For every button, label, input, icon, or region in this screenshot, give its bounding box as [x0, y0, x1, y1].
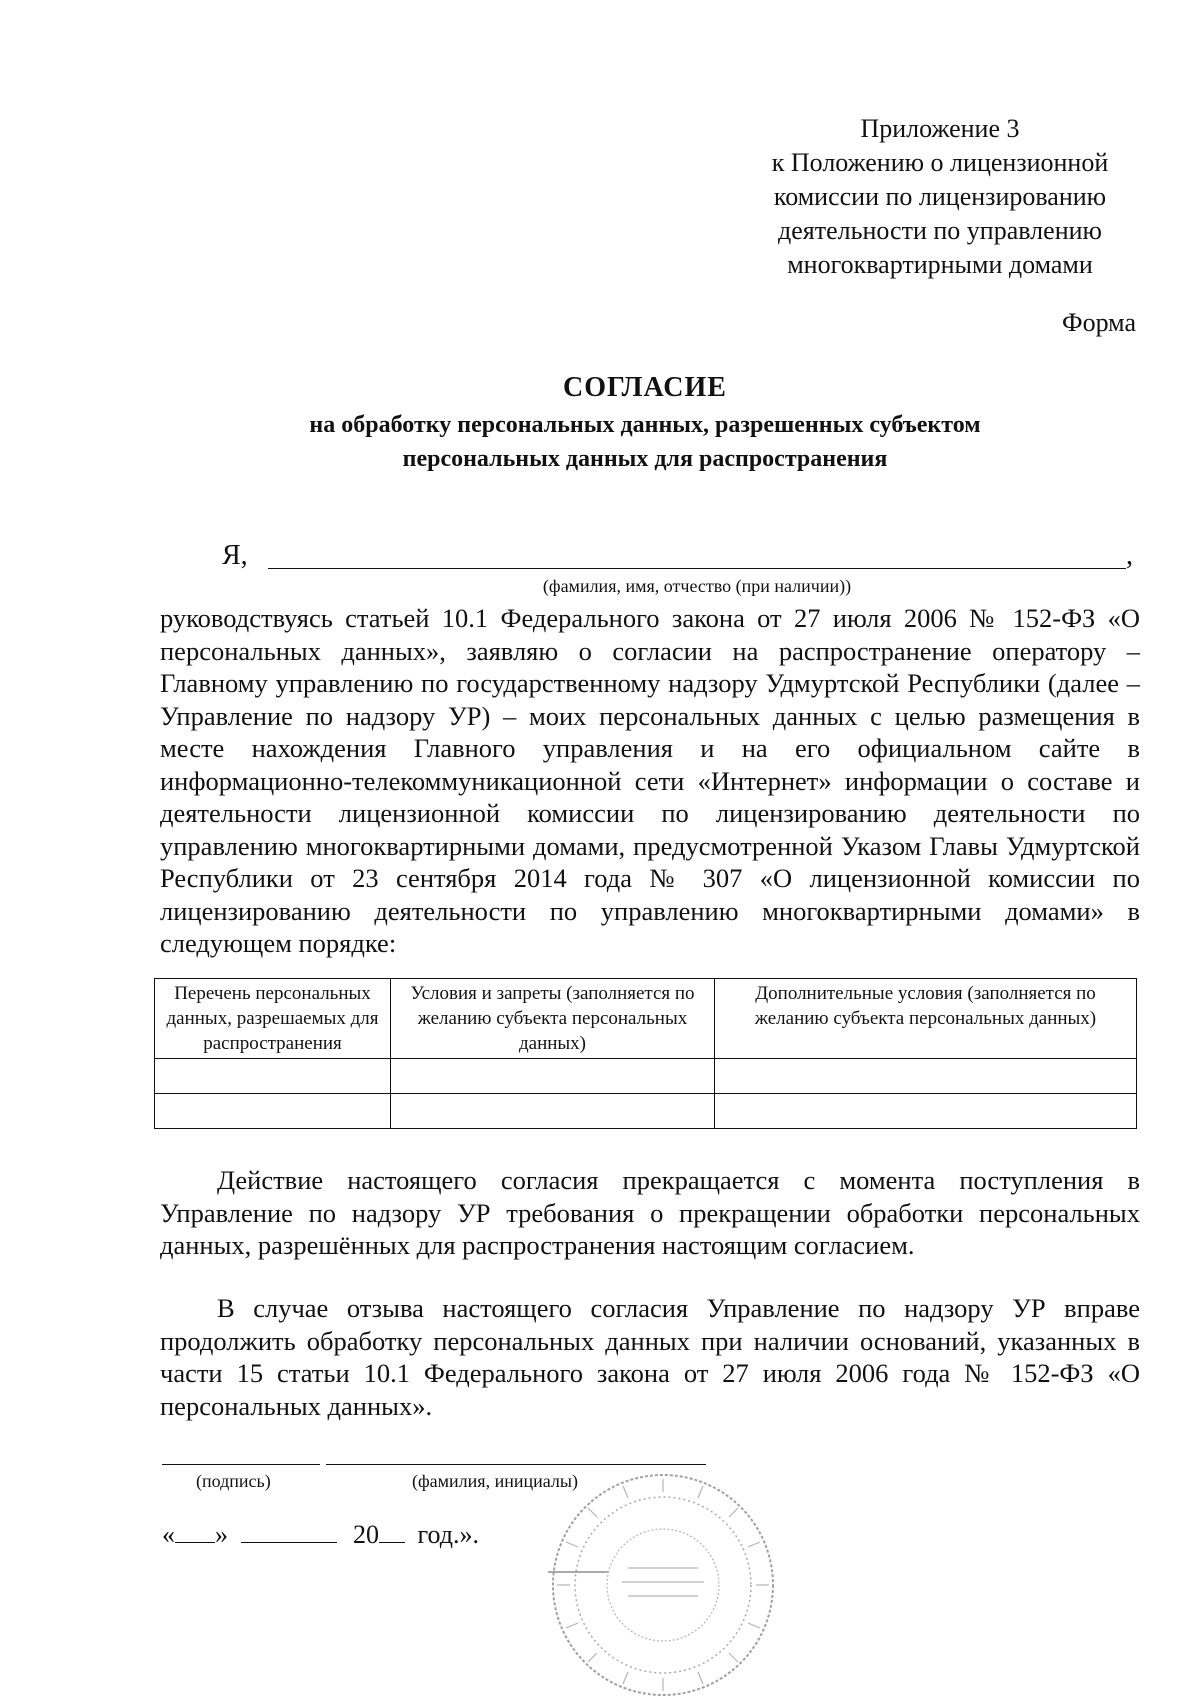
applicant-name-field[interactable] [268, 568, 1126, 569]
header-conditions: Условия и запреты (заполняется по желанию субъекта персональных данных) [410, 983, 695, 1054]
appendix-line: деятельности по управлению [778, 216, 1102, 245]
document-title: СОГЛАСИЕ [563, 372, 727, 403]
day-field[interactable] [175, 1518, 215, 1543]
form-label: Форма [1062, 308, 1136, 337]
official-seal-stamp [548, 1470, 778, 1700]
subtitle-line-2: персональных данных для распространения [402, 446, 888, 472]
date-suffix: год.». [417, 1520, 479, 1549]
applicant-name-hint: (фамилия, имя, отчество (при наличии)) [542, 576, 852, 596]
table-row [155, 1059, 1137, 1094]
appendix-line: к Положению о лицензионной [771, 148, 1109, 177]
seal-inner-ring [607, 1529, 719, 1641]
header-additional: Дополнительные условия (заполняется по желанию субъекта персональных данных) [754, 983, 1097, 1029]
personal-data-table [154, 978, 1137, 1129]
name-initials-field[interactable] [326, 1464, 706, 1465]
signature-field[interactable] [162, 1464, 320, 1465]
seal-outer-ring [553, 1475, 773, 1695]
table-row [155, 1094, 1137, 1129]
year-field[interactable] [379, 1518, 405, 1543]
consent-paragraph-1: руководствуясь статьей 10.1 Федерального закона от 27 июля 2006 № 152-ФЗ «О персональных данных», заявляю о согласии на распространение оператору – Главному управлению по государственному надзору Удмуртской Республики (далее – Управление по надзору УР) – моих персональных данных с целью размещения в месте нахождения Главного управления и на его официальном сайте в информационно-телекоммуникационной сети «Интернет» информации о составе и деятельности лицензионной комиссии по лицензированию деятельности по управлению многоквартирными домами, предусмотренной Указом Главы Удмуртской Республики от 23 сентября 2014 года № 307 «О лицензионной комиссии по лицензированию деятельности по управлению многоквартирными домами» в следующем порядке: [160, 603, 1140, 958]
table-header-cell [391, 979, 715, 1059]
document-subtitle [150, 408, 1140, 476]
month-field[interactable] [241, 1518, 337, 1543]
applicant-prefix: Я, [222, 540, 248, 571]
date-close-quote: » [215, 1520, 228, 1549]
table-cell[interactable] [715, 1059, 1137, 1094]
appendix-line: многоквартирными домами [787, 250, 1093, 279]
seal-center-text [622, 1568, 704, 1596]
table-cell[interactable] [391, 1094, 715, 1129]
table-header-cell [715, 979, 1137, 1059]
seal-middle-ring [575, 1497, 751, 1673]
appendix-line: комиссии по лицензированию [773, 182, 1107, 211]
date-line [162, 1518, 479, 1550]
seal-ring-lettering [557, 1479, 769, 1691]
table-cell[interactable] [155, 1094, 391, 1129]
date-open-quote: « [162, 1520, 175, 1549]
table-header-cell [155, 979, 391, 1059]
header-data-list: Перечень персональных данных, разрешаемых для распространения [166, 983, 379, 1054]
consent-paragraph-3: В случае отзыва настоящего согласия Управление по надзору УР вправе продолжить обработку персональных данных при наличии оснований, указанных в части 15 статьи 10.1 Федерального закона от 27 июля 2006 года № 152-ФЗ «О персональных данных». [160, 1293, 1140, 1421]
table-cell[interactable] [155, 1059, 391, 1094]
table-cell[interactable] [391, 1059, 715, 1094]
table-header-row [155, 979, 1137, 1059]
applicant-comma: , [1126, 540, 1133, 571]
appendix-line: Приложение 3 [860, 114, 1020, 143]
name-initials-label: (фамилия, инициалы) [412, 1471, 578, 1491]
subtitle-line-1: на обработку персональных данных, разрешенных субъектом [309, 412, 981, 438]
year-prefix: 20 [353, 1520, 379, 1549]
table-cell[interactable] [715, 1094, 1137, 1129]
signature-label: (подпись) [196, 1471, 271, 1491]
appendix-header [740, 112, 1140, 282]
consent-paragraph-2: Действие настоящего согласия прекращается с момента поступления в Управление по надзору УР требования о прекращении обработки персональных данных, разрешённых для распространения настоящим согласием. [160, 1165, 1140, 1260]
